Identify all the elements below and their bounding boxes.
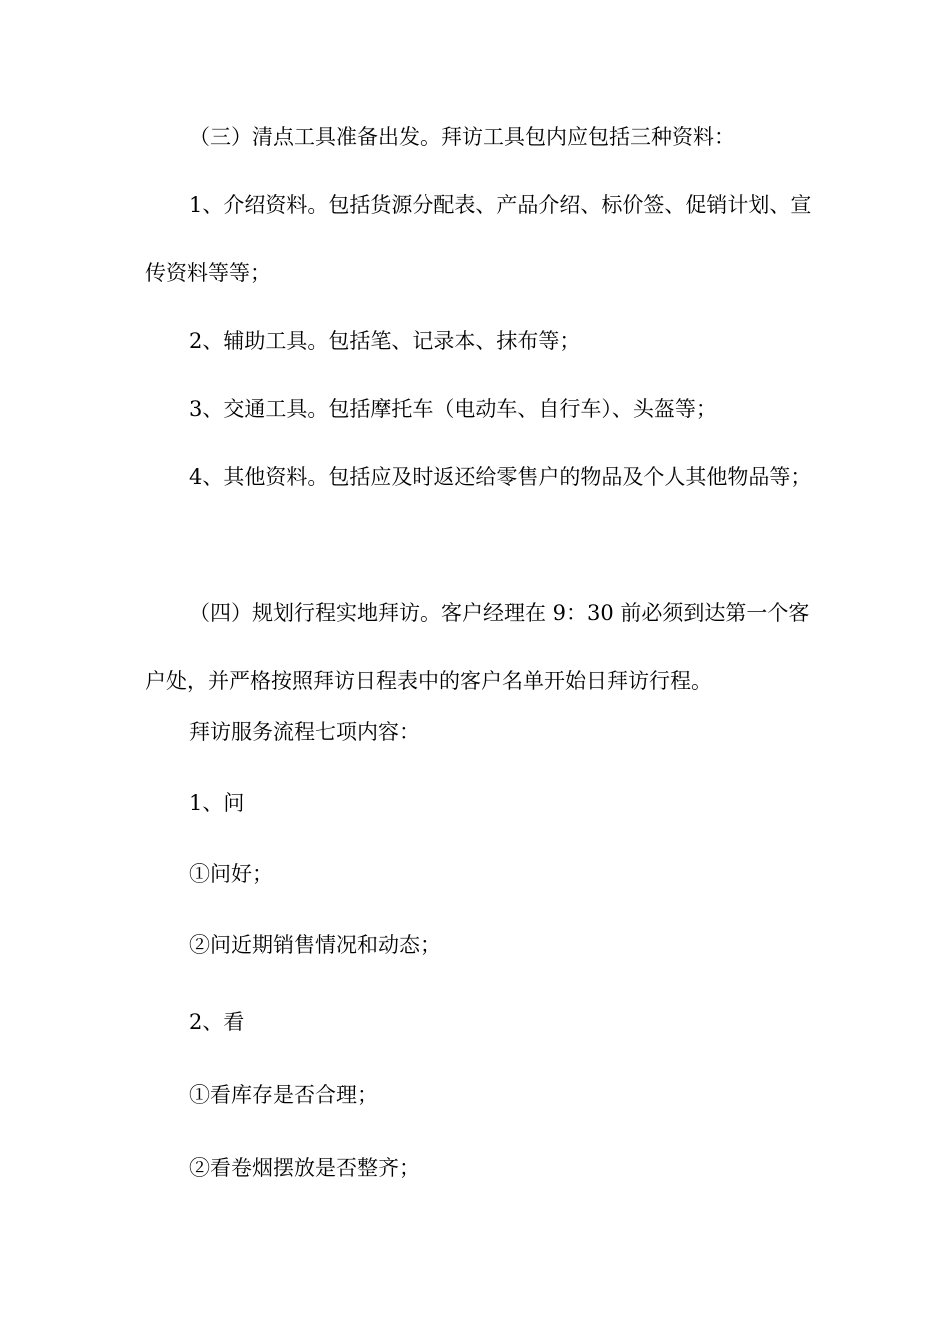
- paragraph-item-2-aux-tools: 2、辅助工具。包括笔、记录本、抹布等；: [189, 329, 581, 353]
- paragraph-section-four: （四）规划行程实地拜访。客户经理在 9：30 前必须到达第一个客户处，并严格按照拜访日程表中的客户名单开始日拜访行程。: [145, 601, 810, 693]
- paragraph-visit-flow-heading: 拜访服务流程七项内容：: [189, 720, 420, 744]
- paragraph-item-3-transport: 3、交通工具。包括摩托车（电动车、自行车）、头盔等；: [189, 397, 717, 421]
- paragraph-step-1-ask: 1、问: [189, 791, 245, 815]
- paragraph-ask-sales: ②问近期销售情况和动态；: [189, 933, 441, 957]
- paragraph-section-three: （三）清点工具准备出发。拜访工具包内应包括三种资料：: [189, 125, 735, 149]
- paragraph-look-display: ②看卷烟摆放是否整齐；: [189, 1156, 420, 1180]
- paragraph-ask-greeting: ①问好；: [189, 862, 273, 886]
- paragraph-look-inventory: ①看库存是否合理；: [189, 1083, 378, 1107]
- paragraph-step-2-look: 2、看: [189, 1010, 245, 1034]
- paragraph-item-1-intro-materials: 1、介绍资料。包括货源分配表、产品介绍、标价签、促销计划、宣传资料等等；: [145, 193, 812, 285]
- paragraph-item-4-other-materials: 4、其他资料。包括应及时返还给零售户的物品及个人其他物品等；: [189, 465, 812, 489]
